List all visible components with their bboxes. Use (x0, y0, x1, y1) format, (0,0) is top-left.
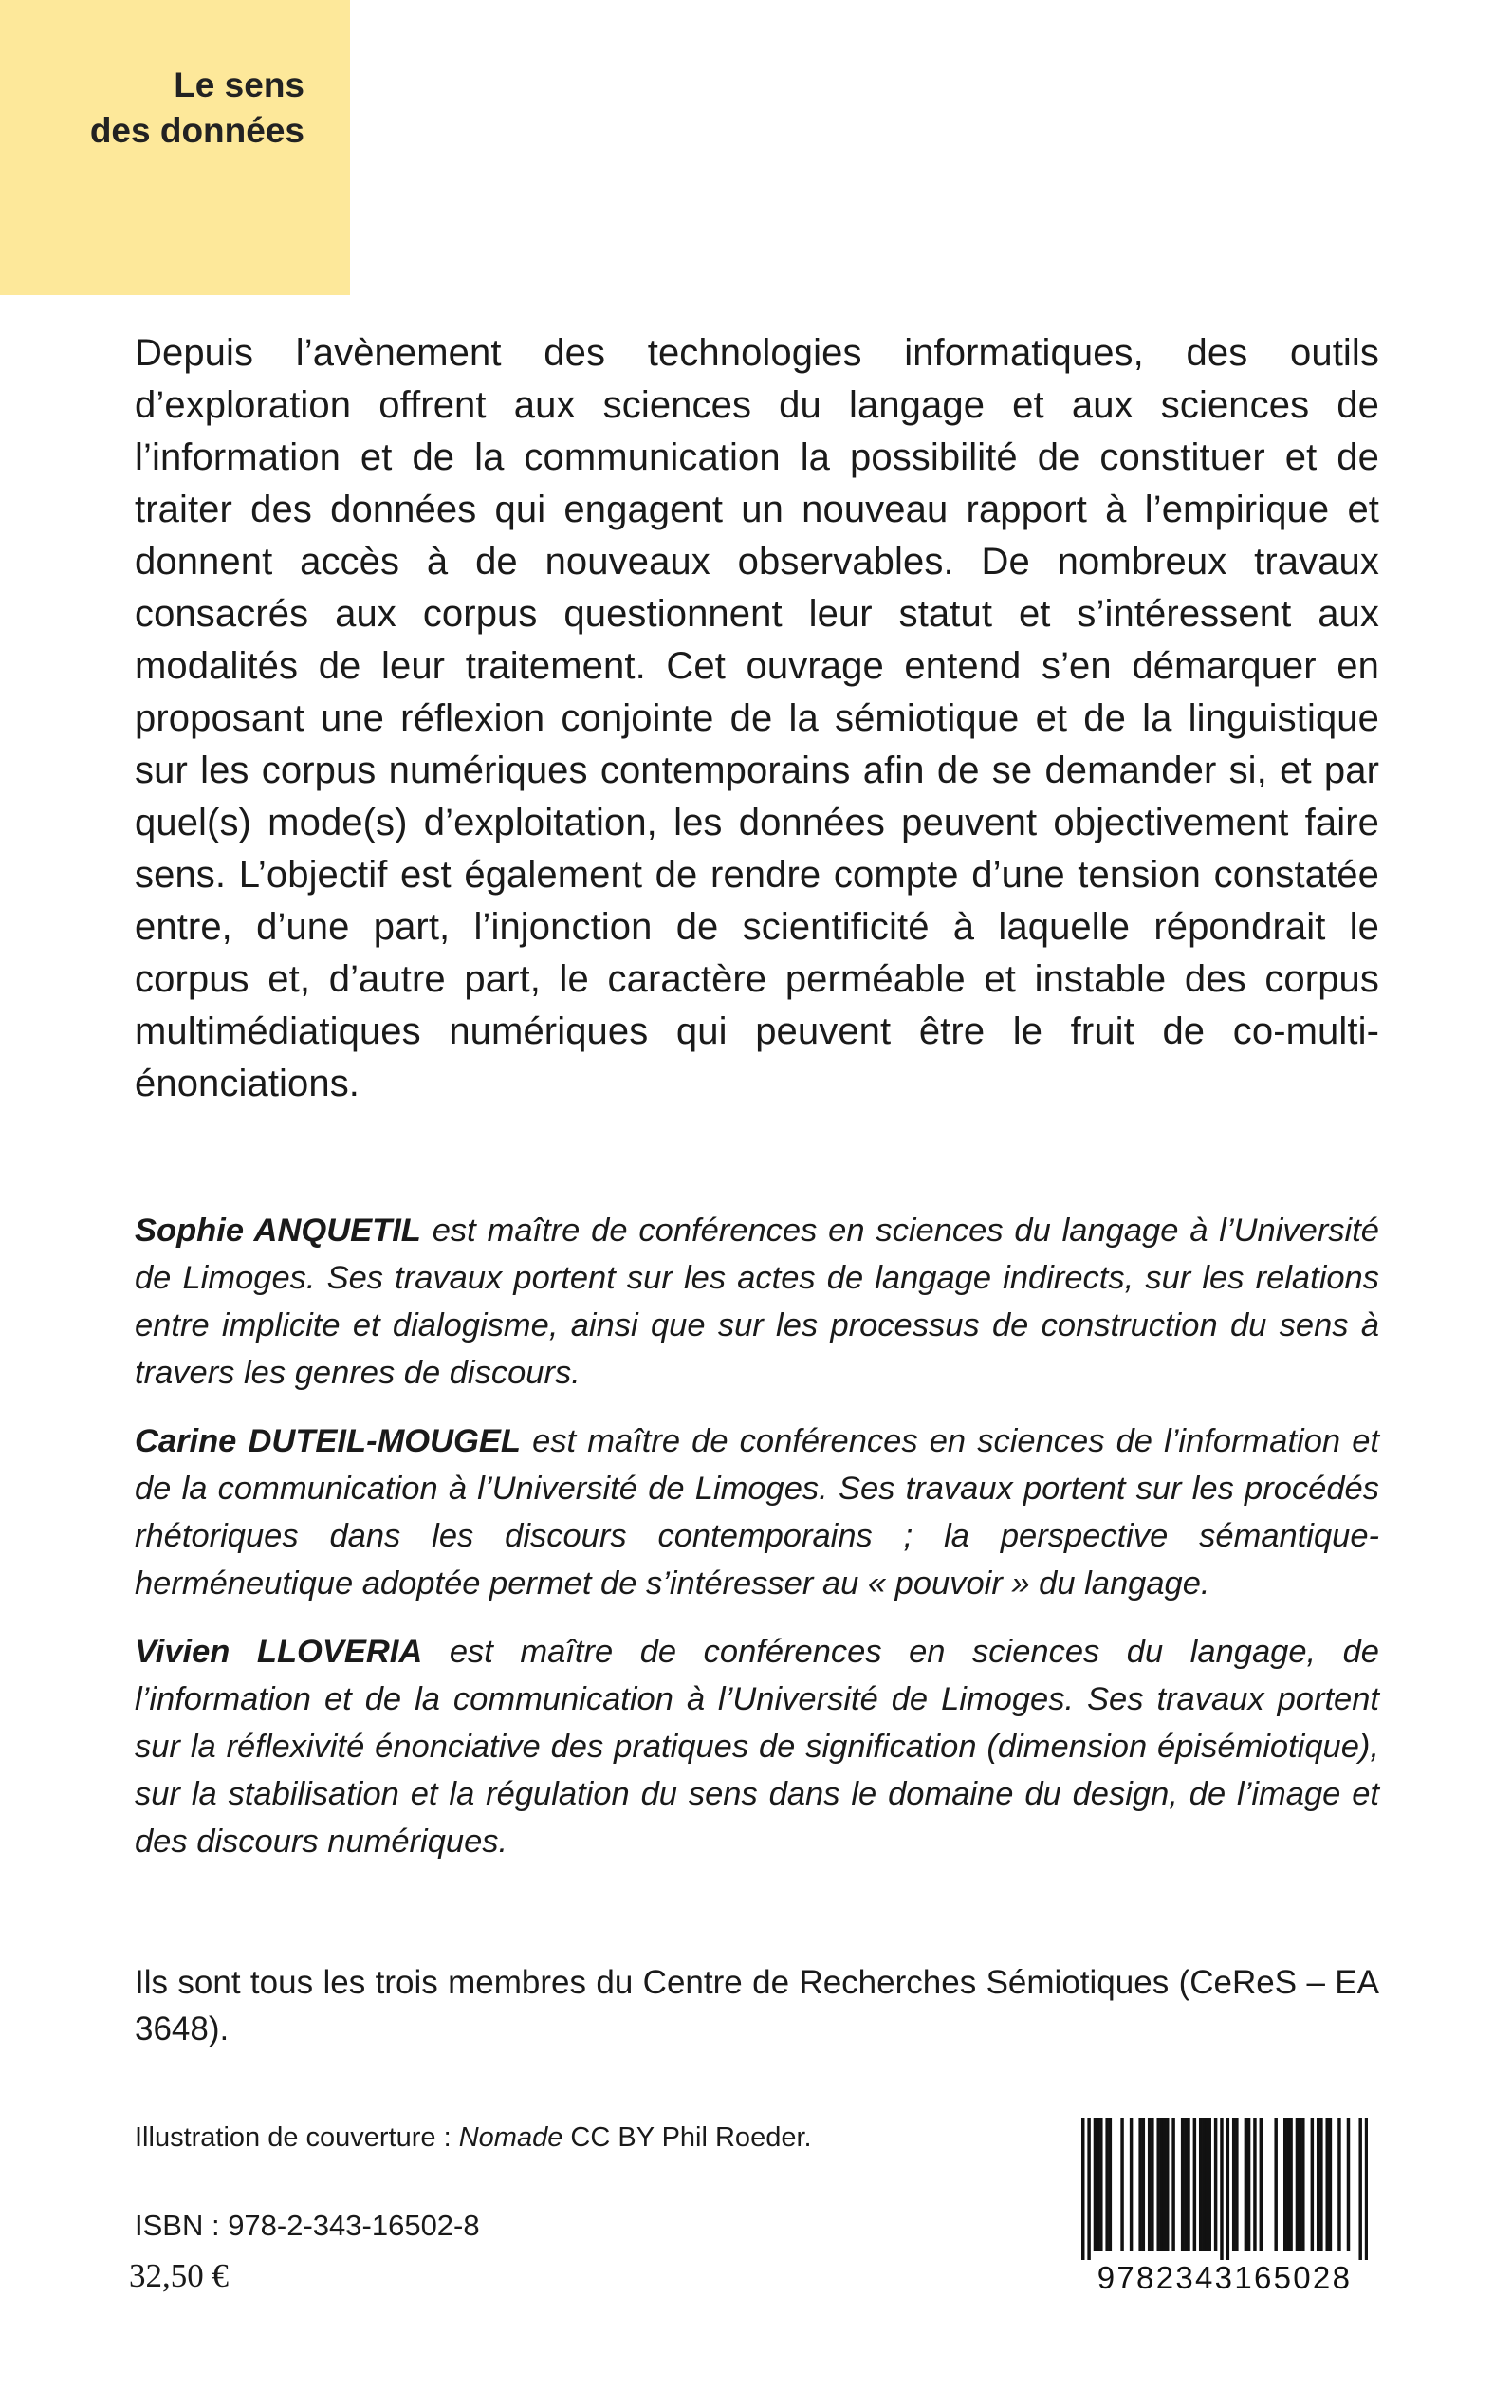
credit-suffix: CC BY Phil Roeder. (562, 2122, 812, 2153)
barcode-bar (1156, 2118, 1159, 2251)
barcode-bar (1247, 2118, 1250, 2251)
barcode-bar (1202, 2118, 1205, 2251)
barcode-bar (1329, 2118, 1332, 2251)
barcode-bar (1148, 2118, 1151, 2251)
barcode-bar (1274, 2118, 1277, 2251)
barcode-bar (1193, 2118, 1196, 2251)
barcode-digits: 9782343165028 (1097, 2260, 1353, 2295)
barcode-bar (1151, 2118, 1153, 2251)
barcode-bar (1235, 2118, 1238, 2251)
barcode-bar (1317, 2118, 1319, 2251)
author-name: Sophie ANQUETIL (135, 1213, 421, 1249)
barcode-bar (1187, 2118, 1189, 2251)
barcode-bar (1160, 2118, 1163, 2251)
barcode-bar (1245, 2118, 1247, 2251)
barcode-bar (1260, 2118, 1263, 2251)
barcode-bar (1319, 2118, 1322, 2251)
barcode-bar (1365, 2118, 1368, 2260)
author-name: Carine DUTEIL-MOUGEL (135, 1423, 521, 1459)
barcode-bar (1253, 2118, 1256, 2251)
credit-title: Nomade (458, 2122, 563, 2153)
barcode-bar (1081, 2118, 1084, 2260)
barcode-bar (1232, 2118, 1235, 2251)
barcode-bars (1081, 2118, 1368, 2260)
cover-illustration-credit (135, 2122, 812, 2154)
barcode-bar (1283, 2118, 1286, 2251)
barcode-bar (1199, 2118, 1202, 2251)
series-title-line-2: des données (89, 111, 304, 150)
author-bio-text: est maître de conférences en sciences du langage à l’Université de Limoges. Ses travaux portent sur les actes de langage indirects, sur les relations entre implicite et dialogisme, ainsi que sur les processus de construction du sens à travers les genres de discours. (135, 1213, 1379, 1391)
barcode-bar (1105, 2118, 1108, 2251)
barcode-bar (1220, 2118, 1223, 2260)
barcode-bar (1120, 2118, 1123, 2251)
barcode-bar (1296, 2118, 1299, 2251)
book-summary: Depuis l’avènement des technologies informatiques, des outils d’exploration offrent aux sciences du langage et aux sciences de l’information et de la communication la possibilité de constituer et de traiter des données qui engagent un nouveau rapport à l’empirique et donnent accès à de nouveaux observables. De nombreux travaux consacrés aux corpus questionnent leur statut et s’intéressent aux modalités de leur traitement. Cet ouvrage entend s’en démarquer en proposant une réflexion conjointe de la sémiotique et de la linguistique sur les corpus numériques contemporains afin de se demander si, et par quel(s) mode(s) d’exploitation, les données peuvent objectivement faire sens. L’objectif est également de rendre compte d’une tension constatée entre, d’une part, l’injonction de scientificité à laquelle répondrait le corpus et, d’autre part, le caractère perméable et instable des corpus multimédiatiques numériques qui peuvent être le fruit de co-multi-énonciations. (135, 332, 1379, 1104)
barcode-bar (1358, 2118, 1361, 2260)
barcode-bar (1163, 2118, 1166, 2251)
author-name: Vivien LLOVERIA (135, 1634, 423, 1670)
author-bio-duteil-mougel (135, 1417, 1379, 1607)
barcode (1081, 2118, 1368, 2293)
author-bios (135, 1207, 1379, 1886)
barcode-bar (1299, 2118, 1301, 2251)
barcode-bar (1205, 2118, 1208, 2251)
author-bio-text: est maître de conférences en sciences du langage, de l’information et de la communication à l’Université de Limoges. Ses travaux portent sur la réflexivité énonciative des pratiques de signification (dimension épisémiotique), sur la stabilisation et la régulation du sens dans le domaine du design, de l’image et des discours numériques. (135, 1634, 1379, 1860)
barcode-bar (1289, 2118, 1292, 2251)
barcode-bar (1208, 2118, 1211, 2251)
barcode-bar (1181, 2118, 1184, 2251)
barcode-bar (1286, 2118, 1289, 2251)
barcode-bar (1325, 2118, 1328, 2251)
series-title (20, 63, 304, 154)
research-center-note: Ils sont tous les trois membres du Centre de Recherches Sémiotiques (CeReS – EA 3648). (135, 1964, 1379, 2047)
barcode-bar (1099, 2118, 1102, 2251)
author-bio-anquetil (135, 1207, 1379, 1397)
series-label-box (0, 0, 350, 295)
barcode-bar (1097, 2118, 1099, 2251)
barcode-bar (1184, 2118, 1187, 2251)
barcode-bar (1138, 2118, 1141, 2251)
barcode-bar (1094, 2118, 1097, 2251)
barcode-bar (1109, 2118, 1112, 2251)
barcode-bar (1087, 2118, 1090, 2260)
barcode-bar (1347, 2118, 1350, 2251)
barcode-bar (1226, 2118, 1229, 2260)
price: 32,50 € (129, 2257, 229, 2294)
barcode-bar (1166, 2118, 1169, 2251)
series-title-line-1: Le sens (174, 65, 304, 104)
barcode-bar (1311, 2118, 1314, 2251)
barcode-bar (1301, 2118, 1304, 2251)
barcode-bar (1171, 2118, 1174, 2251)
author-bio-lloveria (135, 1628, 1379, 1865)
barcode-bar (1142, 2118, 1145, 2251)
isbn: ISBN : 978-2-343-16502-8 (135, 2209, 480, 2242)
barcode-bar (1214, 2118, 1217, 2251)
barcode-bar (1337, 2118, 1340, 2251)
credit-prefix: Illustration de couverture : (135, 2122, 459, 2153)
author-bio-text: est maître de conférences en sciences de l’information et de la communication à l’Université de Limoges. Ses travaux portent sur les procédés rhétoriques dans les discours contemporains ; la perspective sémantique-herméneutique adoptée permet de s’intéresser au « pouvoir » du langage. (135, 1423, 1379, 1602)
barcode-bar (1130, 2118, 1133, 2251)
